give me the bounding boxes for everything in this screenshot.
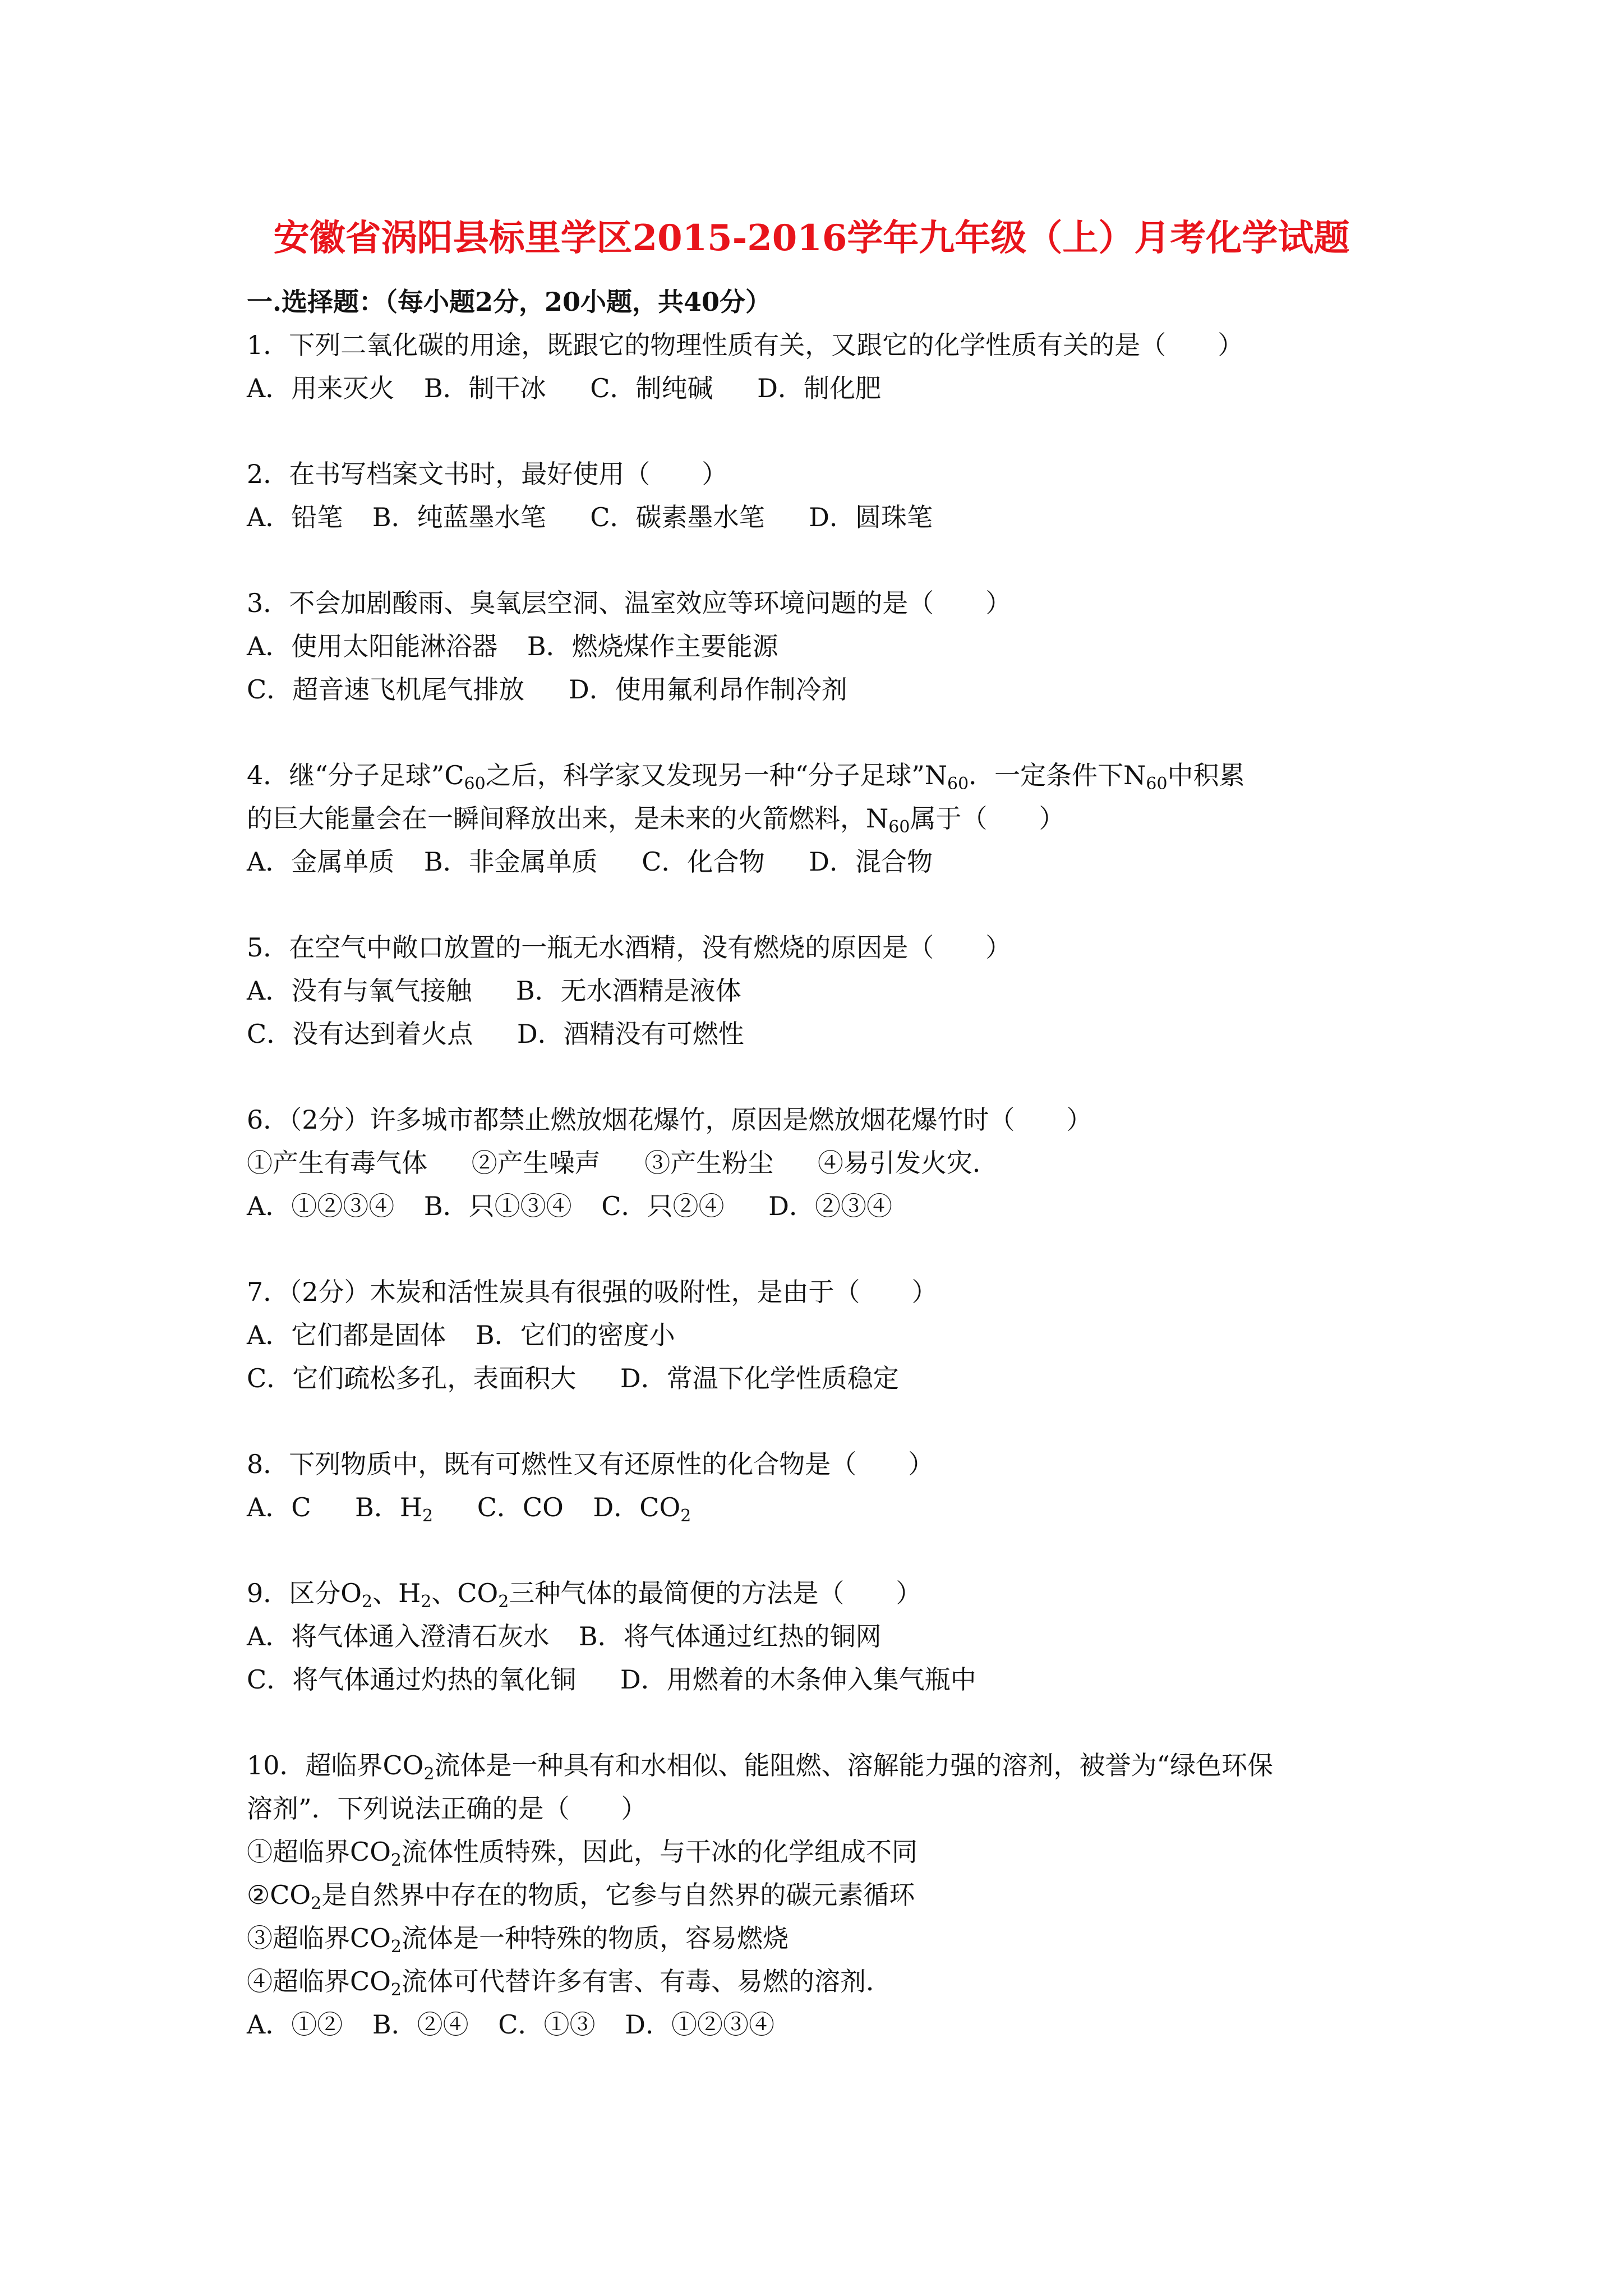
option-a: A．将气体通入澄清石灰水 bbox=[247, 1621, 550, 1651]
subscript: 60 bbox=[947, 774, 969, 794]
option-row bbox=[247, 496, 1413, 539]
option-b: B．将气体通过红热的铜网 bbox=[578, 1621, 882, 1651]
stem-text: 、H bbox=[372, 1578, 421, 1608]
option-b: B．②④ bbox=[372, 2009, 469, 2040]
question-stem: 8．下列物质中，既有可燃性又有还原性的化合物是（ ） bbox=[247, 1449, 934, 1479]
option-row bbox=[247, 1486, 1413, 1529]
subscript: 60 bbox=[888, 817, 910, 837]
option-b: B．只①③④ bbox=[423, 1191, 572, 1221]
option-row bbox=[247, 1615, 1413, 1658]
question-3 bbox=[247, 582, 1413, 711]
option-a: A．C bbox=[247, 1492, 311, 1522]
option-row bbox=[247, 1658, 1413, 1701]
subscript: 2 bbox=[498, 1592, 509, 1612]
subscript: 2 bbox=[423, 1764, 435, 1784]
option-c: C．碳素墨水笔 bbox=[590, 502, 765, 532]
option-b: B．燃烧煤作主要能源 bbox=[527, 631, 778, 661]
subscript: 2 bbox=[680, 1506, 691, 1526]
stem-text: 的巨大能量会在一瞬间释放出来，是未来的火箭燃料，N bbox=[247, 803, 889, 834]
option-d: D．制化肥 bbox=[757, 373, 882, 403]
option-a: A．①②③④ bbox=[247, 1191, 395, 1221]
option-d bbox=[593, 1486, 691, 1529]
option-a: A．铅笔 bbox=[247, 502, 343, 532]
question-5 bbox=[247, 926, 1413, 1056]
statement-row bbox=[247, 1142, 1413, 1185]
statement-text: 流体性质特殊，因此，与干冰的化学组成不同 bbox=[402, 1837, 918, 1867]
question-10 bbox=[247, 1744, 1413, 2046]
option-row bbox=[247, 1314, 1413, 1357]
statement-2: ②产生噪声 bbox=[471, 1148, 601, 1178]
statement-2 bbox=[247, 1874, 1413, 1917]
statement-3 bbox=[247, 1917, 1413, 1960]
question-stem-line-1 bbox=[247, 754, 1413, 797]
question-stem bbox=[247, 1572, 1413, 1615]
question-4 bbox=[247, 754, 1413, 884]
question-6 bbox=[247, 1098, 1413, 1228]
question-stem-line-1 bbox=[247, 1744, 1413, 1787]
option-row bbox=[247, 625, 1413, 668]
statement-text: 流体是一种特殊的物质，容易燃烧 bbox=[402, 1923, 789, 1953]
statement-1: ①产生有毒气体 bbox=[247, 1148, 427, 1178]
question-stem: 3．不会加剧酸雨、臭氧层空洞、温室效应等环境问题的是（ ） bbox=[247, 588, 1012, 618]
option-a: A．①② bbox=[247, 2009, 343, 2040]
subscript: 2 bbox=[390, 1980, 402, 2000]
statement-text: ②CO bbox=[247, 1880, 311, 1910]
option-b bbox=[355, 1486, 433, 1529]
question-7 bbox=[247, 1271, 1413, 1400]
option-b: B．非金属单质 bbox=[423, 846, 598, 877]
option-d: D．混合物 bbox=[809, 846, 933, 877]
statement-text: ①超临界CO bbox=[247, 1837, 391, 1867]
option-b: B．它们的密度小 bbox=[475, 1320, 675, 1350]
option-d: D．圆珠笔 bbox=[809, 502, 933, 532]
option-text: B．H bbox=[355, 1492, 422, 1522]
subscript: 60 bbox=[1146, 774, 1168, 794]
stem-text: 三种气体的最简便的方法是（ ） bbox=[509, 1578, 922, 1608]
subscript: 2 bbox=[361, 1592, 373, 1612]
option-c: C．只②④ bbox=[601, 1191, 725, 1221]
subscript: 2 bbox=[311, 1894, 322, 1913]
statement-text: ③超临界CO bbox=[247, 1923, 391, 1953]
section-heading: 一.选择题：（每小题2分，20小题，共40分） bbox=[247, 287, 772, 317]
question-1 bbox=[247, 324, 1413, 410]
stem-text: ．一定条件下N bbox=[969, 760, 1146, 790]
option-a: A．没有与氧气接触 bbox=[247, 976, 472, 1006]
question-2 bbox=[247, 453, 1413, 539]
option-d: D．②③④ bbox=[768, 1191, 893, 1221]
question-8 bbox=[247, 1443, 1413, 1529]
question-stem-line-2: 溶剂”．下列说法正确的是（ ） bbox=[247, 1793, 647, 1824]
option-row bbox=[247, 367, 1413, 410]
option-row bbox=[247, 2003, 1413, 2046]
option-c: C．①③ bbox=[498, 2009, 596, 2040]
subscript: 2 bbox=[390, 1937, 402, 1957]
option-d: D．①②③④ bbox=[625, 2009, 775, 2040]
option-a: A．使用太阳能淋浴器 bbox=[247, 631, 498, 661]
stem-text: 、CO bbox=[431, 1578, 499, 1608]
option-row bbox=[247, 840, 1413, 884]
stem-text: 流体是一种具有和水相似、能阻燃、溶解能力强的溶剂，被誉为“绿色环保 bbox=[434, 1750, 1274, 1780]
stem-text: 10．超临界CO bbox=[247, 1750, 424, 1780]
subscript: 60 bbox=[464, 774, 486, 794]
option-d: D．酒精没有可燃性 bbox=[517, 1019, 744, 1049]
subscript: 2 bbox=[390, 1851, 402, 1870]
subscript: 2 bbox=[422, 1506, 434, 1526]
option-text: D．CO bbox=[593, 1492, 681, 1522]
option-b: B．纯蓝墨水笔 bbox=[372, 502, 546, 532]
option-row bbox=[247, 1357, 1413, 1400]
option-row bbox=[247, 969, 1413, 1013]
statement-text: 流体可代替许多有害、有毒、易燃的溶剂． bbox=[402, 1966, 892, 1996]
question-9 bbox=[247, 1572, 1413, 1701]
stem-text: 4．继“分子足球”C bbox=[247, 760, 464, 790]
option-row bbox=[247, 668, 1413, 711]
stem-text: 中积累 bbox=[1167, 760, 1245, 790]
question-list bbox=[247, 280, 1413, 2089]
stem-text: 9．区分O bbox=[247, 1578, 362, 1608]
stem-text: 之后，科学家又发现另一种“分子足球”N bbox=[485, 760, 947, 790]
statement-text: 是自然界中存在的物质，它参与自然界的碳元素循环 bbox=[321, 1880, 915, 1910]
statement-3: ③产生粉尘 bbox=[644, 1148, 774, 1178]
option-d: D．使用氟利昂作制冷剂 bbox=[568, 674, 847, 705]
statement-4: ④易引发火灾． bbox=[817, 1148, 998, 1178]
question-stem: 7．（2分）木炭和活性炭具有很强的吸附性，是由于（ ） bbox=[247, 1277, 938, 1307]
option-c: C．CO bbox=[477, 1492, 564, 1522]
option-c: C．将气体通过灼热的氧化铜 bbox=[247, 1664, 577, 1695]
page-title: 安徽省涡阳县标里学区2015-2016学年九年级（上）月考化学试题 bbox=[273, 217, 1350, 259]
question-stem-line-2 bbox=[247, 797, 1413, 840]
subscript: 2 bbox=[421, 1592, 432, 1612]
option-b: B．无水酒精是液体 bbox=[515, 976, 741, 1006]
statement-text: ④超临界CO bbox=[247, 1966, 391, 1996]
option-row bbox=[247, 1185, 1413, 1228]
question-stem: 2．在书写档案文书时，最好使用（ ） bbox=[247, 459, 728, 489]
statement-1 bbox=[247, 1830, 1413, 1874]
option-a: A．它们都是固体 bbox=[247, 1320, 446, 1350]
option-c: C．制纯碱 bbox=[590, 373, 713, 403]
stem-text: 属于（ ） bbox=[910, 803, 1065, 834]
question-stem: 6．（2分）许多城市都禁止燃放烟花爆竹，原因是燃放烟花爆竹时（ ） bbox=[247, 1105, 1092, 1135]
option-c: C．它们疏松多孔，表面积大 bbox=[247, 1363, 577, 1393]
option-c: C．没有达到着火点 bbox=[247, 1019, 473, 1049]
option-d: D．常温下化学性质稳定 bbox=[620, 1363, 899, 1393]
question-stem: 1．下列二氧化碳的用途，既跟它的物理性质有关，又跟它的化学性质有关的是（ ） bbox=[247, 330, 1244, 360]
option-b: B．制干冰 bbox=[423, 373, 546, 403]
option-d: D．用燃着的木条伸入集气瓶中 bbox=[620, 1664, 976, 1695]
option-a: A．用来灭火 bbox=[247, 373, 395, 403]
option-a: A．金属单质 bbox=[247, 846, 395, 877]
statement-4 bbox=[247, 1960, 1413, 2003]
option-c: C．化合物 bbox=[642, 846, 765, 877]
option-row bbox=[247, 1013, 1413, 1056]
question-stem: 5．在空气中敞口放置的一瓶无水酒精，没有燃烧的原因是（ ） bbox=[247, 932, 1012, 963]
option-c: C．超音速飞机尾气排放 bbox=[247, 674, 525, 705]
